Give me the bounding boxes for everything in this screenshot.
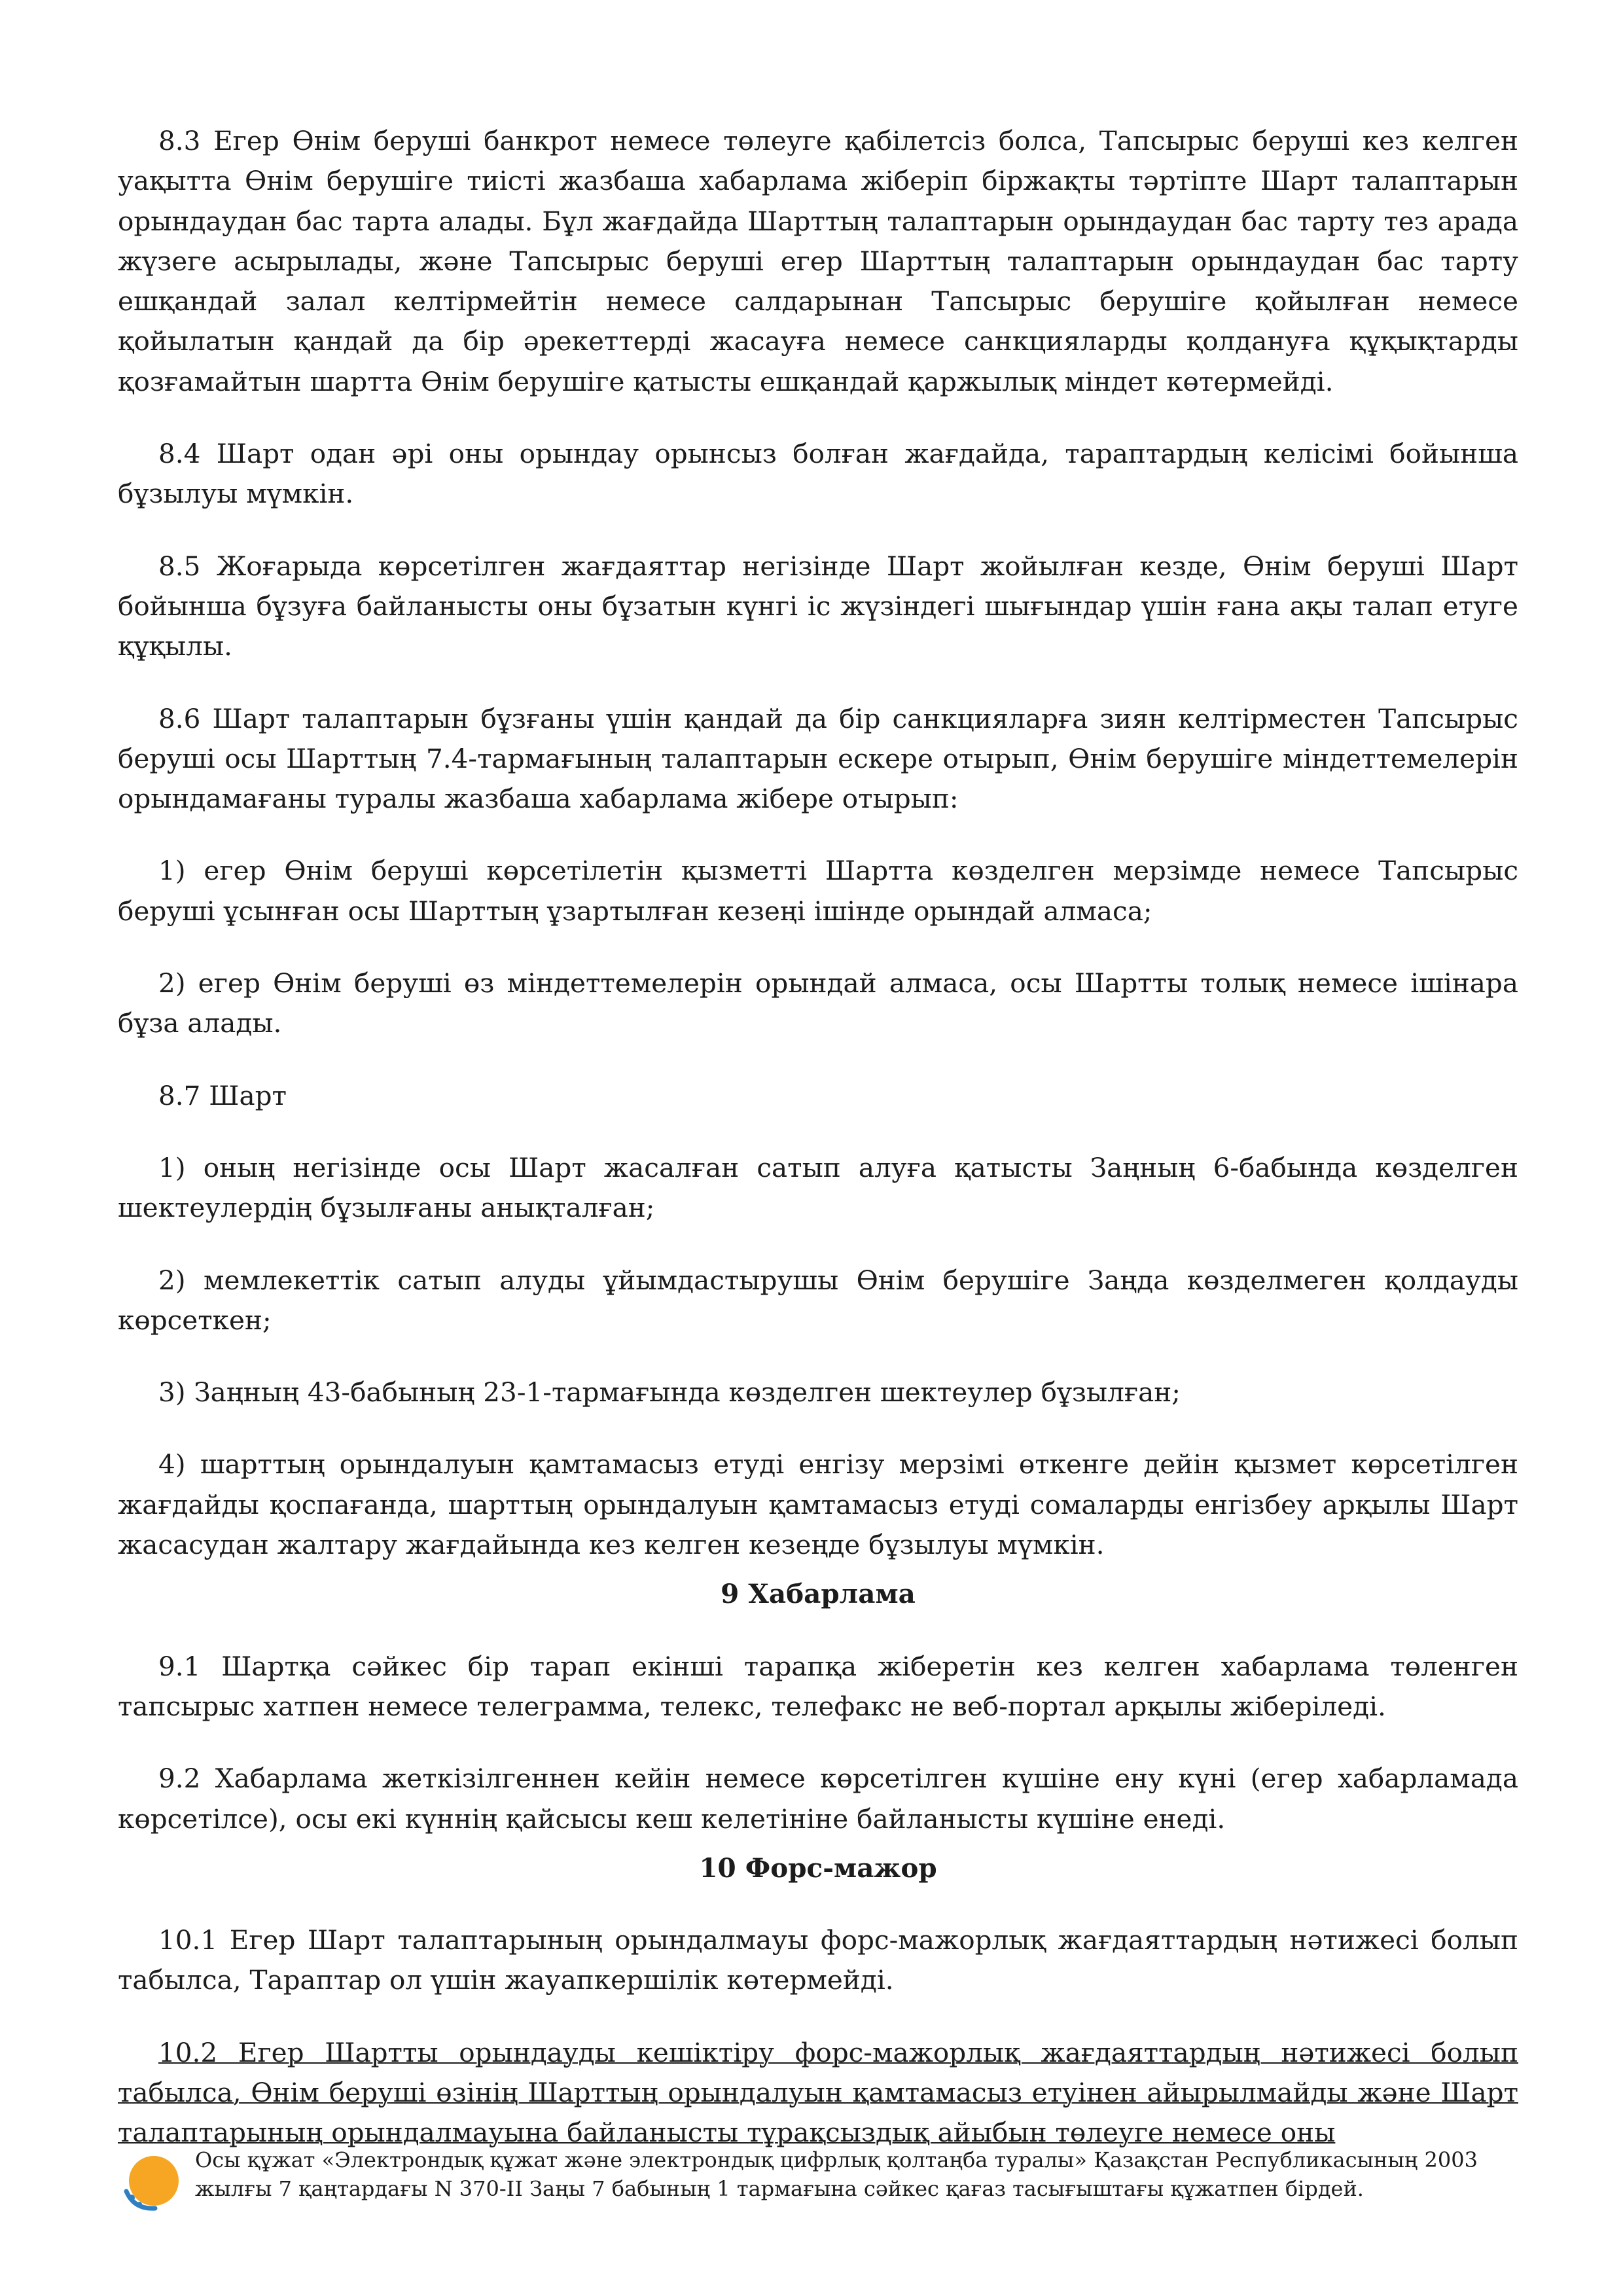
paragraph-8-3: 8.3 Егер Өнім беруші банкрот немесе төлеуге қабілетсіз болса, Тапсырыс беруші кез келген уақытта Өнім берушіге тиісті жазбаша хабарлама жіберіп біржақты тәртіпте Шарт талаптарын орындаудан бас тарта алады. Бұл жағдайда Шарттың талаптарын орындаудан бас тарту тез арада жүзеге асырылады, және Тапсырыс беруші егер Шарттың талаптарын орындаудан бас тарту ешқандай залал келтірмейтін немесе салдарынан Тапсырыс берушіге қойылған немесе қойылатын қандай да бір әрекеттерді жасауға немесе санкцияларды қолдануға құқықтарды қозғамайтын шартта Өнім берушіге қатысты ешқандай қаржылық міндет көтермейді. (118, 125, 1518, 397)
paragraph-9-1: 9.1 Шартқа сәйкес бір тарап екінші тарапқа жіберетін кез келген хабарлама төленген тапсырыс хатпен немесе телеграмма, телекс, телефакс не веб-портал арқылы жіберіледі. (118, 1650, 1518, 1722)
footer-text: Осы құжат «Электрондық құжат және электрондық цифрлық қолтаңба туралы» Қазақстан Республикасының 2003 жылғы 7 қаңтардағы N 370-II Заңы 7 бабының 1 тармағына сәйкес қағаз тасығыштағы құжатпен бірдей. (195, 2147, 1478, 2201)
paragraph-10-2: 10.2 Егер Шартты орындауды кешіктіру форс-мажорлық жағдаяттардың нәтижесі болып табылса, Өнім беруші өзінің Шарттың орындалуын қамтамасыз етуінен айырылмайды және Шарт талаптарының орындалмауына байланысты тұрақсыздық айыбын төлеуге немесе оны (118, 2036, 1518, 2149)
paragraph-8-7-item-3: 3) Заңның 43-бабының 23-1-тармағында көзделген шектеулер бұзылған; (158, 1376, 1181, 1408)
paragraph-8-7: 8.7 Шарт (158, 1079, 287, 1111)
paragraph-8-4: 8.4 Шарт одан әрі оны орындау орынсыз болған жағдайда, тараптардың келісімі бойынша бұзылуы мүмкін. (118, 438, 1518, 510)
egov-logo-icon (121, 2152, 181, 2212)
document-page (118, 121, 1518, 2153)
paragraph-8-5: 8.5 Жоғарыда көрсетілген жағдаяттар негізінде Шарт жойылған кезде, Өнім беруші Шарт бойынша бұзуға байланысты оны бұзатын күнгі іс жүзіндегі шығындар үшін ғана ақы талап етуге құқылы. (118, 550, 1518, 662)
paragraph-8-7-item-4: 4) шарттың орындалуын қамтамасыз етуді енгізу мерзімі өткенге дейін қызмет көрсетілген жағдайды қоспағанда, шарттың орындалуын қамтамасыз етуді сомаларды енгізбеу арқылы Шарт жасасудан жалтару жағдайында кез келген кезеңде бұзылуы мүмкін. (118, 1448, 1518, 1561)
paragraph-8-7-item-2: 2) мемлекеттік сатып алуды ұйымдастырушы Өнім берушіге Заңда көзделмеген қолдауды көрсеткен; (118, 1264, 1518, 1336)
section-heading-10: 10 Форс-мажор (699, 1852, 937, 1884)
paragraph-8-7-item-1: 1) оның негізінде осы Шарт жасалған сатып алуға қатысты Заңның 6-бабында көзделген шектеулердің бұзылғаны анықталған; (118, 1151, 1518, 1224)
section-heading-9: 9 Хабарлама (721, 1578, 916, 1610)
paragraph-8-6-item-2: 2) егер Өнім беруші өз міндеттемелерін орындай алмаса, осы Шартты толық немесе ішінара бұза алады. (118, 967, 1518, 1039)
footer-notice (121, 2145, 1495, 2244)
paragraph-8-6-item-1: 1) егер Өнім беруші көрсетілетін қызметті Шартта көзделген мерзімде немесе Тапсырыс беруші ұсынған осы Шарттың ұзартылған кезеңі ішінде орындай алмаса; (118, 855, 1518, 927)
paragraph-10-1: 10.1 Егер Шарт талаптарының орындалмауы форс-мажорлық жағдаяттардың нәтижесі болып табылса, Тараптар ол үшін жауапкершілік көтермейді. (118, 1924, 1518, 1996)
paragraph-9-2: 9.2 Хабарлама жеткізілгеннен кейін немесе көрсетілген күшіне ену күні (егер хабарламада көрсетілсе), осы екі күннің қайсысы кеш келетініне байланысты күшіне енеді. (118, 1763, 1518, 1835)
paragraph-8-6: 8.6 Шарт талаптарын бұзғаны үшін қандай да бір санкцияларға зиян келтірместен Тапсырыс беруші осы Шарттың 7.4-тармағының талаптарын ескере отырып, Өнім берушіге міндеттемелерін орындамағаны туралы жазбаша хабарлама жібере отырып: (118, 702, 1518, 815)
